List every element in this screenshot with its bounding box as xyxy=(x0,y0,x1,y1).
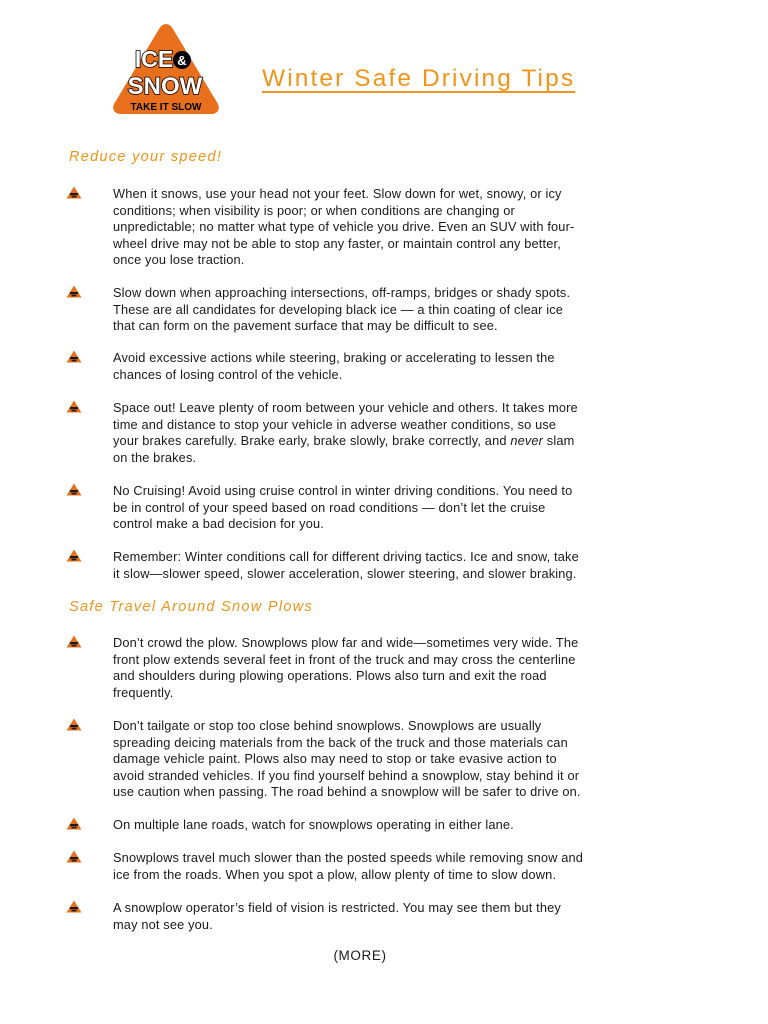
text-after: slam on the brakes. xyxy=(113,433,575,465)
logo-amp-text: & xyxy=(177,53,187,68)
warning-triangle-icon xyxy=(66,350,82,363)
list-item-text: Don’t tailgate or stop too close behind snowplows. Snowplows are usually spreading deicing materials from the back of the truck and those materials can damage vehicle paint. Plows also may need to stop or take evasive action to avoid stranded vehicles. If you find yourself behind a snowplow, stay behind it or use caution when passing. The road behind a snowplow will be safer to drive on. xyxy=(113,718,581,800)
list-item xyxy=(66,635,666,701)
warning-triangle-icon xyxy=(66,718,82,731)
section-heading-reduce-speed: Reduce your speed! xyxy=(69,149,223,165)
list-item xyxy=(66,817,666,834)
list-item-text: No Cruising! Avoid using cruise control in winter driving conditions. You need to be in control of your speed based on road conditions — don’t let the cruise control make a bad decision for you. xyxy=(113,483,573,532)
warning-triangle-icon xyxy=(66,483,82,496)
list-item xyxy=(66,400,666,466)
warning-triangle-icon xyxy=(66,400,82,413)
logo-snow-text: SNOW xyxy=(127,73,203,100)
list-item-text: Remember: Winter conditions call for different driving tactics. Ice and snow, take it slow—slower speed, slower acceleration, slower steering, and slower braking. xyxy=(113,549,579,581)
warning-triangle-icon xyxy=(66,635,82,648)
list-item-text xyxy=(113,400,666,466)
list-item-text: Slow down when approaching intersections, off-ramps, bridges or shady spots. These are all candidates for developing black ice — a thin coating of clear ice that can form on the pavement surface that may be difficult to see. xyxy=(113,285,571,334)
logo-ice-text: ICE xyxy=(134,46,174,72)
warning-triangle-icon xyxy=(66,900,82,913)
list-item-text: Snowplows travel much slower than the posted speeds while removing snow and ice from the roads. When you spot a plow, allow plenty of time to slow down. xyxy=(113,850,584,882)
more-footer: (MORE) xyxy=(333,948,387,963)
list-item-text: On multiple lane roads, watch for snowplows operating in either lane. xyxy=(113,817,514,832)
logo-tagline-text: TAKE IT SLOW xyxy=(130,102,202,113)
list-item xyxy=(66,850,666,883)
warning-triangle-icon xyxy=(66,549,82,562)
page-title: Winter Safe Driving Tips xyxy=(262,65,576,92)
list-item-text: A snowplow operator’s field of vision is restricted. You may see them but they may not see you. xyxy=(113,900,561,932)
list-item xyxy=(66,186,666,269)
emphasis-never: never xyxy=(510,433,544,449)
warning-triangle-icon xyxy=(66,285,82,298)
text-before: Space out! Leave plenty of room between your vehicle and others. It takes more time and distance to stop your vehicle in adverse weather conditions, so use your brakes carefully. Brake early, brake slowly, brake correctly, and xyxy=(113,400,578,449)
list-item xyxy=(66,350,666,383)
warning-triangle-icon xyxy=(66,817,82,830)
list-item-text: When it snows, use your head not your feet. Slow down for wet, snowy, or icy conditions; when visibility is poor; or when conditions are changing or unpredictable; no matter what type of vehicle you drive. Even an SUV with four- wheel drive may not be able to stop any faster, or maintain control any better, once you lose traction. xyxy=(113,186,575,268)
list-item xyxy=(66,483,666,533)
list-item-text: Avoid excessive actions while steering, braking or accelerating to lessen the chances of losing control of the vehicle. xyxy=(113,350,555,382)
section-heading-snow-plows: Safe Travel Around Snow Plows xyxy=(69,599,314,615)
list-item xyxy=(66,549,666,582)
warning-triangle-icon xyxy=(66,186,82,199)
list-item-text: Don’t crowd the plow. Snowplows plow far and wide—sometimes very wide. The front plow extends several feet in front of the truck and may cross the centerline and shoulders during plowing operations. Plows also turn and exit the road frequently. xyxy=(113,635,579,700)
warning-triangle-icon xyxy=(66,850,82,863)
list-item xyxy=(66,285,666,335)
list-item xyxy=(66,718,666,801)
list-item xyxy=(66,900,666,933)
ice-snow-logo xyxy=(110,22,222,118)
